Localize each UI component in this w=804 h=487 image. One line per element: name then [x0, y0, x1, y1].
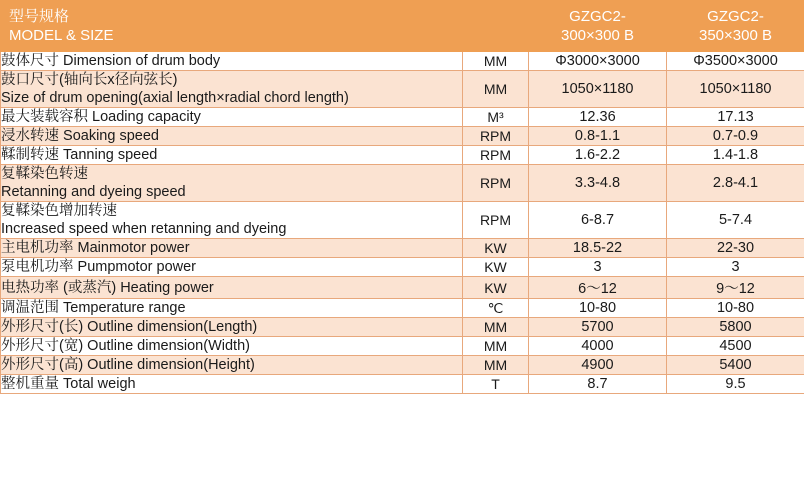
- table-row: [1, 375, 804, 394]
- header-unit: [463, 1, 529, 52]
- row-value-column-2: 1.4-1.8: [667, 146, 804, 165]
- table-row: [1, 52, 804, 71]
- header-column-2: [667, 1, 804, 52]
- row-value-column-2: 22-30: [667, 239, 804, 258]
- table-row: [1, 337, 804, 356]
- table-row: [1, 108, 804, 127]
- row-value-column-1: 4900: [529, 356, 667, 375]
- row-label-line1: 泵电机功率 Pumpmotor power: [1, 259, 196, 275]
- row-label-line2: Size of drum opening(axial length×radial chord length): [1, 90, 349, 106]
- row-value-column-2: 0.7-0.9: [667, 127, 804, 146]
- row-label-line1: 外形尺寸(长) Outline dimension(Length): [1, 319, 258, 335]
- row-label-line1: 复鞣染色增加转速: [1, 203, 117, 219]
- header-column-2-line2: 350×300 B: [699, 27, 772, 44]
- row-label-line1: 鞣制转速 Tanning speed: [1, 147, 158, 163]
- row-unit: MM: [463, 71, 529, 108]
- row-value-column-2: 10-80: [667, 299, 804, 318]
- row-unit: ℃: [463, 299, 529, 318]
- row-label-line1: 调温范围 Temperature range: [1, 300, 186, 316]
- row-label-line1: 浸水转速 Soaking speed: [1, 128, 159, 144]
- row-unit: MM: [463, 52, 529, 71]
- row-unit: KW: [463, 258, 529, 277]
- row-label: [1, 337, 463, 356]
- table-row: [1, 239, 804, 258]
- row-value-column-2: 4500: [667, 337, 804, 356]
- table-row: [1, 146, 804, 165]
- header-column-1: [529, 1, 667, 52]
- table-row: [1, 127, 804, 146]
- row-label-line1: 外形尺寸(高) Outline dimension(Height): [1, 357, 255, 373]
- row-label-line1: 电热功率 (或蒸汽) Heating power: [1, 279, 214, 296]
- row-label-line1: 外形尺寸(宽) Outline dimension(Width): [1, 338, 250, 354]
- row-label: [1, 71, 463, 108]
- table-row: [1, 318, 804, 337]
- row-unit: KW: [463, 239, 529, 258]
- row-unit: MM: [463, 356, 529, 375]
- row-value-column-1: 0.8-1.1: [529, 127, 667, 146]
- row-label-line1: 鼓口尺寸(轴向长x径向弦长): [1, 72, 178, 88]
- row-label: [1, 375, 463, 394]
- row-unit: RPM: [463, 165, 529, 202]
- row-label: [1, 146, 463, 165]
- table-header-row: [1, 1, 804, 52]
- row-label: [1, 127, 463, 146]
- row-value-column-2: 5400: [667, 356, 804, 375]
- row-value-column-1: 18.5-22: [529, 239, 667, 258]
- header-column-2-line1: GZGC2-: [707, 8, 764, 25]
- row-value-column-2: 9～12: [667, 277, 804, 299]
- row-unit: MM: [463, 318, 529, 337]
- row-unit: M³: [463, 108, 529, 127]
- row-value-column-2: 17.13: [667, 108, 804, 127]
- row-value-column-1: 12.36: [529, 108, 667, 127]
- table-row: [1, 299, 804, 318]
- table-row: [1, 356, 804, 375]
- table-row: [1, 258, 804, 277]
- row-value-column-1: Φ3000×3000: [529, 52, 667, 71]
- row-unit: RPM: [463, 202, 529, 239]
- row-value-column-1: 10-80: [529, 299, 667, 318]
- row-label-line1: 最大装载容积 Loading capacity: [1, 109, 201, 125]
- row-value-column-1: 6-8.7: [529, 202, 667, 239]
- row-unit: MM: [463, 337, 529, 356]
- header-column-1-line1: GZGC2-: [569, 8, 626, 25]
- row-value-column-1: 6～12: [529, 277, 667, 299]
- row-label: [1, 202, 463, 239]
- row-label: [1, 299, 463, 318]
- table-row: [1, 202, 804, 239]
- row-value-column-2: 3: [667, 258, 804, 277]
- row-value-column-1: 3: [529, 258, 667, 277]
- row-value-column-2: 5-7.4: [667, 202, 804, 239]
- header-model-size: [1, 1, 463, 52]
- row-unit: RPM: [463, 127, 529, 146]
- row-label: [1, 258, 463, 277]
- row-label-line1: 复鞣染色转速: [1, 166, 88, 182]
- header-model-size-en: MODEL & SIZE: [9, 27, 114, 44]
- table-row: [1, 165, 804, 202]
- header-column-1-line2: 300×300 B: [561, 27, 634, 44]
- row-label-line2: Increased speed when retanning and dyeing: [1, 221, 287, 237]
- table-row: [1, 277, 804, 299]
- row-value-column-2: 9.5: [667, 375, 804, 394]
- row-value-column-2: 2.8-4.1: [667, 165, 804, 202]
- row-label: [1, 52, 463, 71]
- row-unit: KW: [463, 277, 529, 299]
- header-model-size-cn: 型号规格: [9, 8, 70, 25]
- row-value-column-1: 1050×1180: [529, 71, 667, 108]
- row-value-column-1: 3.3-4.8: [529, 165, 667, 202]
- row-value-column-1: 5700: [529, 318, 667, 337]
- row-unit: RPM: [463, 146, 529, 165]
- row-label: [1, 356, 463, 375]
- row-label: [1, 318, 463, 337]
- row-label-line1: 整机重量 Total weigh: [1, 376, 136, 392]
- row-label-line1: 鼓体尺寸 Dimension of drum body: [1, 53, 221, 69]
- row-value-column-2: 5800: [667, 318, 804, 337]
- row-value-column-2: Φ3500×3000: [667, 52, 804, 71]
- row-label: [1, 165, 463, 202]
- row-label-line2: Retanning and dyeing speed: [1, 184, 186, 200]
- row-value-column-2: 1050×1180: [667, 71, 804, 108]
- row-label: [1, 239, 463, 258]
- row-label: [1, 277, 463, 299]
- row-label-line1: 主电机功率 Mainmotor power: [1, 240, 190, 256]
- row-label: [1, 108, 463, 127]
- row-value-column-1: 8.7: [529, 375, 667, 394]
- row-value-column-1: 4000: [529, 337, 667, 356]
- row-unit: T: [463, 375, 529, 394]
- row-value-column-1: 1.6-2.2: [529, 146, 667, 165]
- table-row: [1, 71, 804, 108]
